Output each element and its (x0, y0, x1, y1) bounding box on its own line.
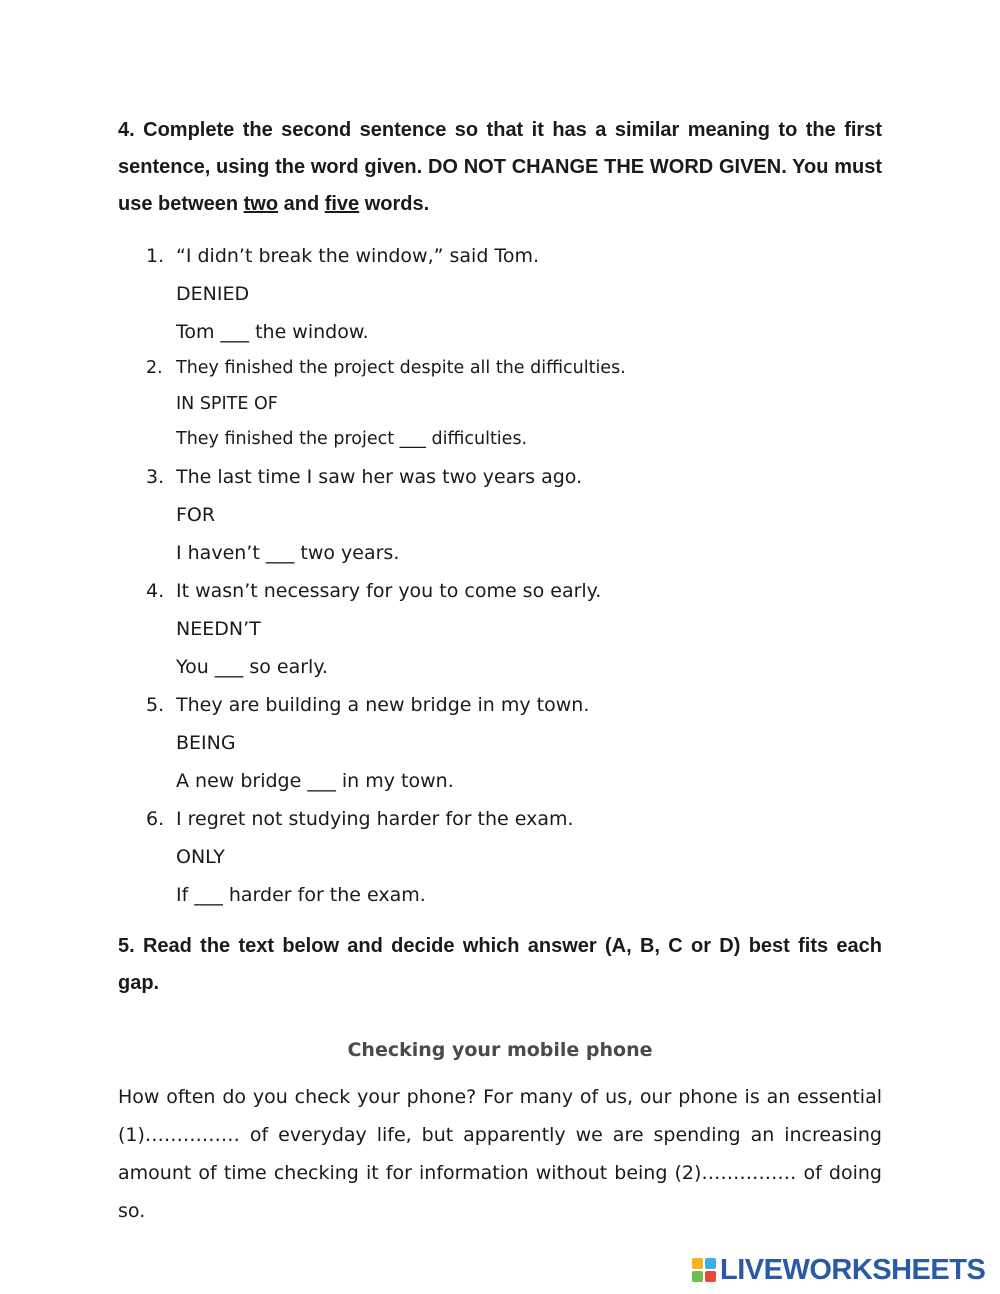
item-sentence: The last time I saw her was two years ago. (176, 465, 583, 488)
item-number: 4. (146, 579, 165, 602)
list-item (118, 351, 882, 458)
word-two: two (243, 193, 279, 215)
item-sentence: I regret not studying harder for the exam. (176, 807, 574, 830)
word-five: five (324, 193, 360, 215)
item-sentence: They finished the project despite all the difficulties. (176, 358, 626, 378)
item-sentence: It wasn’t necessary for you to come so early. (176, 579, 602, 602)
transformation-list (118, 237, 882, 914)
item-number: 6. (146, 807, 165, 830)
passage-title: Checking your mobile phone (347, 1038, 653, 1061)
list-item (118, 686, 882, 800)
task-4-instruction-end: words. (359, 193, 430, 215)
item-sentence: “I didn’t break the window,” said Tom. (176, 245, 539, 267)
logo-square-icon (692, 1258, 703, 1269)
liveworksheets-logo (692, 1255, 985, 1285)
task-4-instruction-text: 4. Complete the second sentence so that it has a similar meaning to the first sentence, using the word given. DO NOT CHANGE THE WORD GIVEN. You must use between (118, 119, 882, 215)
item-number: 5. (146, 693, 165, 716)
item-prompt: You ___ so early. (176, 655, 328, 678)
task-4-heading (118, 112, 882, 223)
logo-mark-icon (692, 1258, 716, 1282)
item-keyword: FOR (176, 503, 216, 526)
logo-square-icon (705, 1271, 716, 1282)
item-prompt: I haven’t ___ two years. (176, 541, 400, 564)
list-item (118, 458, 882, 572)
logo-square-icon (705, 1258, 716, 1269)
passage-text: How often do you check your phone? For many of us, our phone is an essential (1)…………… of everyday life, but apparently we are spending an increasing amount of time checking it for information without being (2)…………… of doing so. (118, 1085, 882, 1222)
item-number: 2. (146, 358, 163, 378)
logo-square-icon (692, 1271, 703, 1282)
list-item (118, 800, 882, 914)
worksheet-page (118, 112, 882, 1230)
item-prompt: If ___ harder for the exam. (176, 883, 426, 906)
item-keyword: BEING (176, 731, 236, 754)
item-keyword: IN SPITE OF (176, 393, 278, 414)
item-number: 3. (146, 465, 165, 488)
item-sentence: They are building a new bridge in my town. (176, 693, 590, 716)
list-item (118, 572, 882, 686)
list-item (118, 237, 882, 351)
item-prompt: They finished the project ___ difficulties. (176, 429, 528, 449)
logo-text: LIVEWORKSHEETS (720, 1254, 986, 1286)
task-4-instruction-and: and (278, 193, 325, 215)
task-5-heading: 5. Read the text below and decide which answer (A, B, C or D) best fits each gap. (118, 934, 882, 994)
item-prompt: Tom ___ the window. (176, 321, 369, 343)
item-number: 1. (146, 245, 165, 267)
item-prompt: A new bridge ___ in my town. (176, 769, 454, 792)
item-keyword: NEEDN’T (176, 617, 261, 640)
item-keyword: ONLY (176, 845, 225, 868)
item-keyword: DENIED (176, 283, 250, 305)
